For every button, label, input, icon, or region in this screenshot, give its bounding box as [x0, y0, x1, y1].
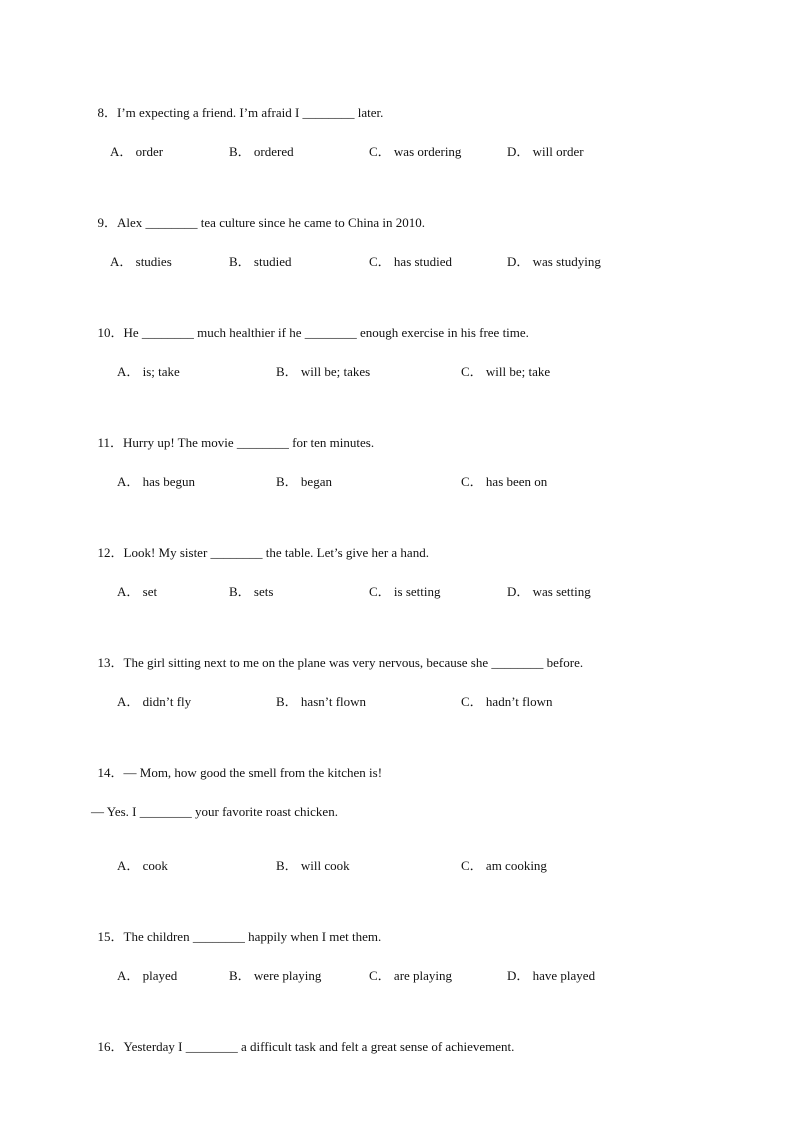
question-12	[91, 529, 429, 561]
option-b[interactable]: B． will cook	[276, 858, 350, 873]
option-b[interactable]: B． hasn’t flown	[276, 694, 367, 709]
option-b[interactable]: B． studied	[229, 254, 292, 269]
question-number: 13．	[97, 655, 124, 670]
question-13	[91, 639, 583, 671]
option-b[interactable]: B． began	[276, 474, 332, 489]
option-d[interactable]: D． was studying	[507, 254, 601, 269]
question-stem: He ________ much healthier if he ________ enough exercise in his free time.	[123, 325, 529, 340]
option-c[interactable]: C． am cooking	[461, 858, 547, 873]
option-c[interactable]: C． has been on	[461, 474, 548, 489]
question-stem: I’m expecting a friend. I’m afraid I ________ later.	[117, 105, 384, 120]
question-10	[91, 309, 529, 341]
question-14	[91, 749, 382, 781]
option-c[interactable]: C． hadn’t flown	[461, 694, 553, 709]
question-number: 9．	[97, 215, 118, 230]
option-d[interactable]: D． will order	[507, 144, 584, 159]
option-a[interactable]: A． is; take	[117, 364, 180, 379]
question-11	[91, 419, 374, 451]
option-b[interactable]: B． ordered	[229, 144, 294, 159]
option-b[interactable]: B． sets	[229, 584, 274, 599]
question-16	[91, 1023, 514, 1055]
question-number: 16．	[97, 1039, 124, 1054]
option-a[interactable]: A． played	[117, 968, 178, 983]
option-a[interactable]: A． cook	[117, 858, 168, 873]
question-9	[91, 199, 425, 231]
question-number: 15．	[97, 929, 124, 944]
option-c[interactable]: C． is setting	[369, 584, 441, 599]
option-c[interactable]: C． has studied	[369, 254, 453, 269]
question-stem: Hurry up! The movie ________ for ten minutes.	[123, 435, 375, 450]
question-stem: The children ________ happily when I met them.	[123, 929, 382, 944]
question-8	[91, 89, 383, 121]
option-b[interactable]: B． will be; takes	[276, 364, 371, 379]
option-d[interactable]: D． was setting	[507, 584, 591, 599]
dialogue-reply: — Yes. I ________ your favorite roast chicken.	[91, 804, 338, 819]
option-b[interactable]: B． were playing	[229, 968, 322, 983]
option-c[interactable]: C． are playing	[369, 968, 453, 983]
question-stem: — Mom, how good the smell from the kitchen is!	[123, 765, 383, 780]
option-c[interactable]: C． will be; take	[461, 364, 551, 379]
option-a[interactable]: A． has begun	[117, 474, 195, 489]
option-c[interactable]: C． was ordering	[369, 144, 462, 159]
question-number: 11．	[97, 435, 124, 450]
question-stem: Yesterday I ________ a difficult task and felt a great sense of achievement.	[123, 1039, 515, 1054]
question-15	[91, 913, 381, 945]
question-stem: Look! My sister ________ the table. Let’s give her a hand.	[123, 545, 429, 560]
option-a[interactable]: A． studies	[110, 254, 172, 269]
option-a[interactable]: A． didn’t fly	[117, 694, 192, 709]
question-number: 12．	[97, 545, 124, 560]
question-number: 14．	[97, 765, 124, 780]
question-number: 10．	[97, 325, 124, 340]
question-number: 8．	[97, 105, 118, 120]
option-d[interactable]: D． have played	[507, 968, 596, 983]
question-stem: Alex ________ tea culture since he came to China in 2010.	[117, 215, 425, 230]
option-a[interactable]: A． order	[110, 144, 164, 159]
option-a[interactable]: A． set	[117, 584, 158, 599]
question-stem: The girl sitting next to me on the plane was very nervous, because she ________ before.	[123, 655, 584, 670]
